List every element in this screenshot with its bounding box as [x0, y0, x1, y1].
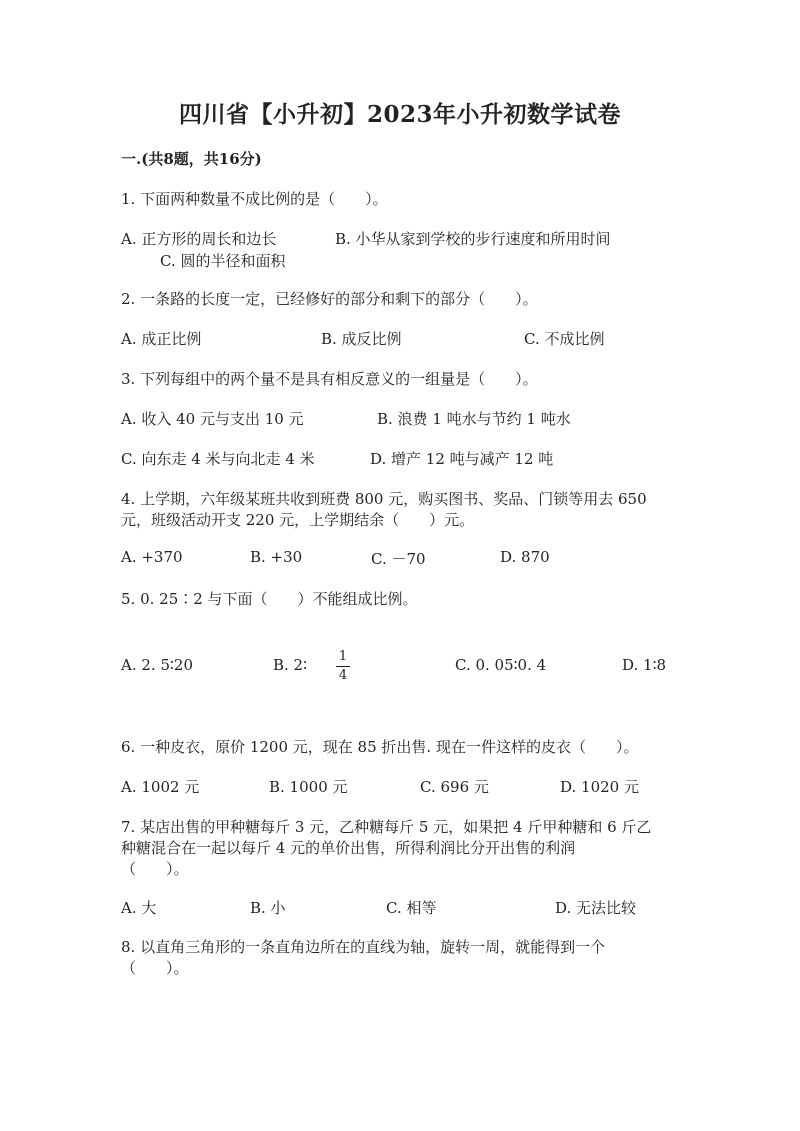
- question-7-option-c[interactable]: C. 相等: [386, 899, 437, 917]
- question-2-option-b[interactable]: B. 成反比例: [321, 330, 402, 348]
- question-5-option-c[interactable]: C. 0. 05∶0. 4: [455, 656, 547, 674]
- fraction-denominator: 4: [338, 668, 348, 683]
- question-3-text: 3. 下列每组中的两个量不是具有相反意义的一组量是（ ）。: [121, 370, 538, 388]
- question-7-option-a[interactable]: A. 大: [121, 899, 157, 917]
- question-5-option-a[interactable]: A. 2. 5∶20: [121, 656, 193, 674]
- question-4-option-a[interactable]: A. +370: [121, 548, 183, 566]
- question-3-option-d[interactable]: D. 增产 12 吨与减产 12 吨: [370, 450, 554, 468]
- question-7-text-line-3: （ ）。: [121, 860, 189, 878]
- question-8-text-line-1: 8. 以直角三角形的一条直角边所在的直线为轴，旋转一周，就能得到一个: [121, 938, 606, 956]
- question-2-option-a[interactable]: A. 成正比例: [121, 330, 202, 348]
- question-5-option-d[interactable]: D. 1∶8: [622, 656, 667, 674]
- question-3-option-a[interactable]: A. 收入 40 元与支出 10 元: [121, 410, 304, 428]
- question-3-option-c[interactable]: C. 向东走 4 米与向北走 4 米: [121, 450, 315, 468]
- question-1-option-c[interactable]: C. 圆的半径和面积: [160, 252, 286, 270]
- question-2-option-c[interactable]: C. 不成比例: [524, 330, 605, 348]
- question-6-option-a[interactable]: A. 1002 元: [121, 778, 200, 796]
- page-title: 四川省【小升初】2023年小升初数学试卷: [178, 101, 621, 128]
- question-6-option-d[interactable]: D. 1020 元: [560, 778, 639, 796]
- question-2-text: 2. 一条路的长度一定，已经修好的部分和剩下的部分（ ）。: [121, 290, 538, 308]
- fraction-bar: [336, 666, 350, 667]
- question-7-option-d[interactable]: D. 无法比较: [555, 899, 637, 917]
- question-3-option-b[interactable]: B. 浪费 1 吨水与节约 1 吨水: [377, 410, 571, 428]
- question-6-text: 6. 一种皮衣，原价 1200 元，现在 85 折出售. 现在一件这样的皮衣（ ）。: [121, 738, 639, 756]
- question-5-option-b[interactable]: B. 2∶: [273, 656, 308, 674]
- question-7-text-line-1: 7. 某店出售的甲种糖每斤 3 元，乙种糖每斤 5 元，如果把 4 斤甲种糖和 6 斤乙: [121, 818, 652, 836]
- question-4-option-c[interactable]: C. －70: [371, 550, 426, 568]
- question-1-option-b[interactable]: B. 小华从家到学校的步行速度和所用时间: [335, 230, 611, 248]
- question-8-text-line-2: （ ）。: [121, 959, 189, 977]
- fraction-numerator: 1: [338, 649, 348, 664]
- question-1-option-a[interactable]: A. 正方形的周长和边长: [121, 230, 277, 248]
- section-heading: 一.(共8题，共16分): [121, 150, 262, 168]
- fraction-one-quarter: [336, 649, 350, 684]
- question-4-option-d[interactable]: D. 870: [500, 548, 550, 566]
- question-6-option-b[interactable]: B. 1000 元: [269, 778, 348, 796]
- question-4-option-b[interactable]: B. +30: [250, 548, 303, 566]
- question-4-text-line-2: 元，班级活动开支 220 元，上学期结余（ ）元。: [121, 511, 475, 529]
- question-4-text-line-1: 4. 上学期，六年级某班共收到班费 800 元，购买图书、奖品、门锁等用去 650: [121, 490, 647, 508]
- question-5-text: 5. 0. 25∶2 与下面（ ）不能组成比例。: [121, 590, 418, 608]
- question-7-text-line-2: 种糖混合在一起以每斤 4 元的单价出售，所得利润比分开出售的利润: [121, 839, 576, 857]
- question-6-option-c[interactable]: C. 696 元: [420, 778, 489, 796]
- question-7-option-b[interactable]: B. 小: [250, 899, 286, 917]
- question-1-text: 1. 下面两种数量不成比例的是（ ）。: [121, 190, 388, 208]
